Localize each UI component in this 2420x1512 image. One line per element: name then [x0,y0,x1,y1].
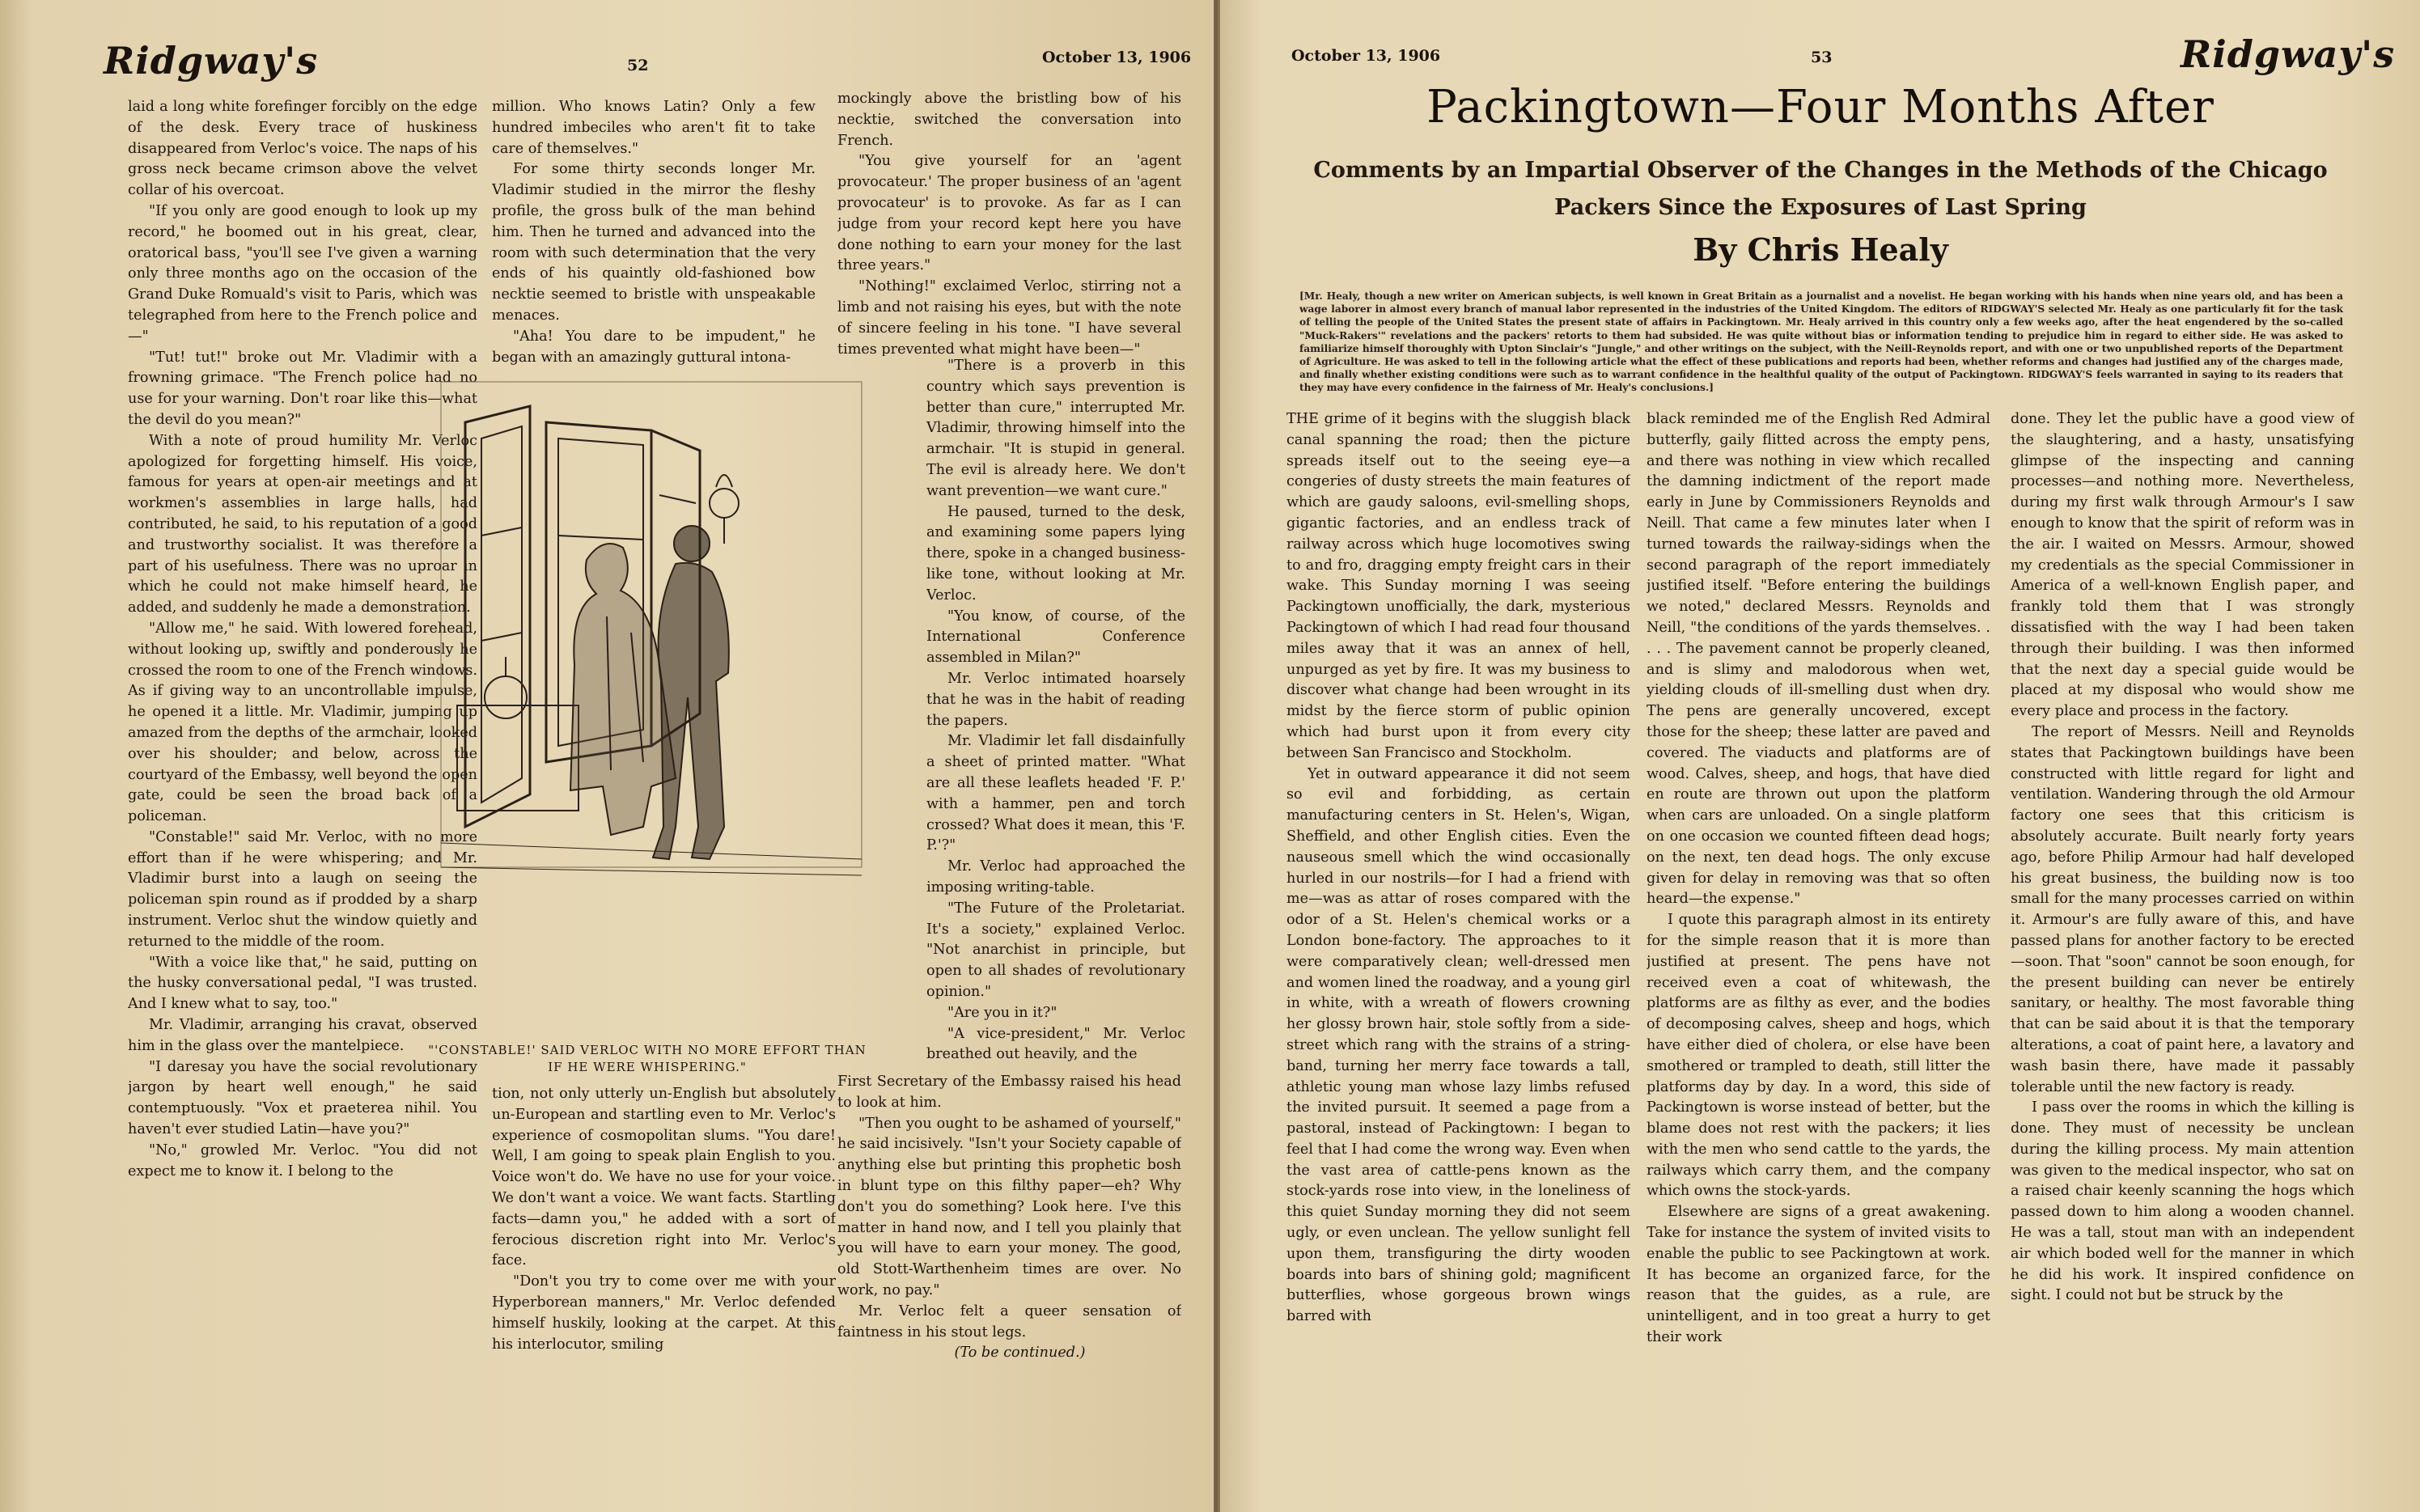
paragraph: Mr. Vladimir let fall disdainfully a sheet of printed matter. "What are all these leaflets headed 'F. P.' with a hammer, pen and torch crossed? What does it mean, this 'F. P.'?" [926,733,1185,854]
paragraph: Mr. Verloc intimated hoarsely that he was in the habit of reading the papers. [926,670,1185,729]
article-byline: By Chris Healy [1693,231,1948,268]
paragraph: "You give yourself for an 'agent provocateur.' The proper business of an 'agent provocateur' is to provoke. As far as I can judge from your record kept here you have done nothing to earn your money for the last three years." [837,153,1181,274]
paragraph: "Allow me," he said. With lowered forehead, without looking up, swiftly and ponderously he crossed the room to one of the French windows. As if giving way to an uncontrollable impulse, he opened it a little. Mr. Vladimir, jumping up amazed from the depths of the armchair, looked over his shoulder; and below, across the courtyard of the Embassy, well beyond the open gate, could be seen the broad back of a policeman. [128,620,477,825]
paragraph: "Don't you try to come over me with your Hyperborean manners," Mr. Verloc defended himself huskily, looking at the carpet. At this his interlocutor, smiling [492,1273,836,1353]
paragraph: I quote this paragraph almost in its entirety for the simple reason that it is more than justified at present. The pens have not received even a coat of whitewash, the platforms are as filthy as ever, and the bodies of decomposing calves, sheep and hogs, which have either died of cholera, or else have been smothered or trampled to death, still litter the platforms day by day. In a word, this side of Packingtown is worse instead of better, but the blame does not rest with the packers; it lies with the men who send cattle to the yards, the railways which carry them, and the company which owns the stock-yards. [1647,912,1990,1200]
subtitle-line-1: Comments by an Impartial Observer of the Changes in the Methods of the Chicago [1313,158,2328,183]
paragraph: "I daresay you have the social revolutionary jargon by heart well enough," he said contemptuously. "Vox et praeterea nihil. You haven't ever studied Latin—have you?" [128,1058,477,1138]
paragraph: I pass over the rooms in which the killing is done. They must of necessity be unclean during the killing process. My main attention was given to the medical inspector, who sat on a raised chair keenly scanning the hogs which passed down to him along a wooden channel. He was a tall, stout man with an independent air which boded well for the manner in which he did his work. It inspired confidence on sight. I could not but be struck by the [2011,1099,2354,1304]
story-column-3-top [837,89,1181,356]
right-masthead: Ridgway's [2181,32,2396,76]
to-be-continued: (To be continued.) [954,1345,1086,1362]
paragraph: "If you only are good enough to look up my record," he boomed out in his great, clear, oratorical bass, "you'll see I've given a warning only three months ago on the occasion of the Grand Duke Romuald's visit to Paris, which was telegraphed from here to the French police and—" [128,202,477,345]
paragraph: He paused, turned to the desk, and examining some papers lying there, spoke in a changed business-like tone, without looking at Mr. Verloc. [926,503,1185,604]
paragraph: Mr. Verloc felt a queer sensation of faintness in his stout legs. [837,1302,1181,1340]
paragraph: "Constable!" said Mr. Verloc, with no more effort than if he were whispering; and Mr. Vladimir burst into a laugh on seeing the policeman spin round as if prodded by a sharp instrument. Verloc shut the window quietly and returned to the middle of the room. [128,828,477,950]
paragraph: "With a voice like that," he said, putting on the husky conversational pedal, "I was trusted. And I knew what to say, too." [128,954,477,1013]
paragraph: mockingly above the bristling bow of his necktie, switched the conversation into French. [837,91,1181,149]
paragraph: "A vice-president," Mr. Verloc breathed out heavily, and the [926,1025,1185,1063]
subtitle-line-2: Packers Since the Exposures of Last Spring [1554,195,2087,220]
paragraph: With a note of proud humility Mr. Verloc apologized for forgetting himself. His voice, famous for years at open-air meetings and at workmen's assemblies in large halls, had contributed, he said, to his reputation of a good and trustworthy socialist. It was therefore a part of his usefulness. There was no uproar in which he could not make himself heard, he added, and suddenly he made a demonstration. [128,432,477,616]
paragraph: Mr. Verloc had approached the imposing writing-table. [926,858,1185,896]
paragraph: "Aha! You dare to be impudent," he began with an amazingly guttural intona- [492,328,816,366]
paragraph: Elsewhere are signs of a great awakening. Take for instance the system of invited visits to enable the public to see Packingtown at work. It has become an organized farce, for the reason that the guides, as a rule, are unintelligent, and in too great a hurry to get their work [1647,1204,1990,1346]
illustration-caption: "'CONSTABLE!' SAID VERLOC WITH NO MORE EFFORT THAN IF HE WERE WHISPERING." [428,1043,867,1074]
right-date: October 13, 1906 [1291,47,1441,65]
article-column-2 [1647,409,1990,1497]
paragraph: For some thirty seconds longer Mr. Vladimir studied in the mirror the fleshy profile, the gross bulk of the man behind him. Then he turned and advanced into the room with such determination that the very ends of his quaintly old-fashioned bow necktie seemed to bristle with unspeakable menaces. [492,161,816,324]
paragraph: THE grime of it begins with the sluggish black canal spanning the road; then the picture spreads itself out to the seeing eye—a congeries of dusty streets the main features of which are gaudy saloons, evil-smelling shops, gigantic factories, and an endless track of railway across which huge locomotives swing to and fro, dragging empty freight cars in their wake. This Sunday morning I was seeing Packingtown unofficially, the dark, mysterious Packingtown of which I had read four thousand miles away that it was an annex of hell, unpurged as yet by fire. It was my business to discover what change had been wrought in its midst by the fierce storm of public opinion which had burst upon it from every city between San Francisco and Stockholm. [1286,411,1630,761]
paragraph: "You know, of course, of the International Conference assembled in Milan?" [926,608,1185,667]
paragraph: "There is a proverb in this country which says prevention is better than cure," interrupted Mr. Vladimir, throwing himself into the armchair. "It is stupid in general. The evil is already here. We don't want prevention—we want cure." [926,358,1185,499]
story-column-3-middle [926,356,1185,1068]
paragraph: black reminded me of the English Red Admiral butterfly, gaily flitted across the empty pens, and there was nothing in view which recalled the damning indictment of the report made early in June by Commissioners Reynolds and Neill. That came a few minutes later when I turned towards the railway-sidings when the second paragraph of the report immediately justified itself. "Before entering the buildings we noted," declared Messrs. Reynolds and Neill, "the conditions of the yards themselves. . . . . The pavement cannot be properly cleaned, and is slimy and malodorous when wet, yielding clouds of ill-smelling dust when dry. The pens are generally uncovered, except those for the sheep; these latter are paved and covered. The viaducts and platforms are of wood. Calves, sheep, and hogs, that have died en route are thrown out upon the platform when cars are unloaded. On a single platform on one occasion we counted fifteen dead hogs; on the next, ten dead hogs. The only excuse given for delay in removing was that so often heard—the expense." [1647,411,1990,908]
paragraph: million. Who knows Latin? Only a few hundred imbeciles who aren't fit to take care of themselves." [492,99,816,157]
right-page-number: 53 [1811,49,1833,66]
article-title: Packingtown—Four Months After [1426,81,2214,133]
story-column-3-bottom [837,1072,1181,1476]
story-illustration [409,374,894,883]
article-column-3 [2011,409,2354,1497]
editor-note: [Mr. Healy, though a new writer on American subjects, is well known in Great Britain as a journalist and a novelist. He began working with his hands when nine years old, and has been a wage laborer in almost every branch of manual labor represented in the industries of the United Kingdom. The editors of RIDGWAY'S selected Mr. Healy as one particularly fit for the task of telling the people of the United States the present state of affairs in Packingtown. Mr. Healy arrived in this country only a few weeks ago, after the heat engendered by the so-called "Muck-Rakers'" revelations and the packers' retorts to them had subsided. He was quite without bias or information tending to prejudice him in regard to either side. He was asked to familiarize himself thoroughly with Upton Sinclair's "Jungle," and other writings on the subject, with the Neill-Reynolds report, and with one or two unpublished reports of the Department of Agriculture. He was asked to tell in the following article what the effect of these publications and reports had been, whether reforms and changes had justified any of the charges made, and finally whether existing conditions were such as to warrant confidence in the healthful quality of the output of Packingtown. RIDGWAY'S feels warranted in saying to its readers that they may have every confidence in the fairness of Mr. Healy's conclusions.] [1299,290,2343,394]
paragraph: The report of Messrs. Neill and Reynolds states that Packingtown buildings have been constructed with little regard for light and ventilation. Wandering through the old Armour factory one sees that this criticism is absolutely accurate. Built nearly forty years ago, before Philip Armour had half developed his great business, the building now is too small for the many processes carried on within it. Armour's are fully aware of this, and have passed plans for another factory to be erected—soon. That "soon" cannot be soon enough, for the present building can never be entirely sanitary, or healthy. The most favorable thing that can be said about it is that the temporary alterations, a coat of paint here, a lavatory and wash basin there, have made it passably tolerable until the new factory is ready. [2011,723,2354,1095]
paragraph: "Then you ought to be ashamed of yourself," he said incisively. "Isn't your Society capable of anything else but printing this prophetic bosh in blunt type on this filthy paper—eh? Why don't you do something? Look here. I've this matter in hand now, and I tell you plainly that you will have to earn your money. The good, old Stott-Warthenheim times are over. No work, no pay." [837,1115,1181,1298]
paragraph: "The Future of the Proletariat. It's a society," explained Verloc. "Not anarchist in principle, but open to all shades of revolutionary opinion." [926,900,1185,1000]
paragraph: "No," growled Mr. Verloc. "You did not expect me to know it. I belong to the [128,1141,477,1180]
article-subtitle [1295,152,2346,227]
article-column-1 [1286,409,1630,1497]
story-column-2-bottom [492,1084,836,1505]
paragraph: "Nothing!" exclaimed Verloc, stirring not a limb and not raising his eyes, but with the note of sincere feeling in his tone. "I have several times prevented what might have been—" [837,278,1181,356]
paragraph: First Secretary of the Embassy raised his head to look at him. [837,1074,1181,1111]
paragraph: "Tut! tut!" broke out Mr. Vladimir with a frowning grimace. "The French police had no use for your warning. Don't roar like this—what the devil do you mean?" [128,349,477,428]
paragraph: done. They let the public have a good view of the slaughtering, and a hasty, unsatisfying glimpse of the inspecting and canning processes—and nothing more. Nevertheless, during my first walk through Armour's I saw enough to know that the spirit of reform was in the air. I waited on Messrs. Armour, showed my credentials as the special Commissioner in America of a well-known English paper, and frankly told them that I was strongly dissatisfied with the way I had been taken through their building. I was then informed that the next day a special guide would be placed at my disposal who would show me every place and process in the factory. [2011,411,2354,720]
paragraph: laid a long white forefinger forcibly on the edge of the desk. Every trace of huskiness disappeared from Verloc's voice. The naps of his gross neck became crimson above the velvet collar of his overcoat. [128,99,477,199]
left-date: October 13, 1906 [1042,49,1192,66]
left-masthead: Ridgway's [104,39,319,83]
paragraph: Yet in outward appearance it did not seem so evil and forbidding, as certain manufacturing centers in St. Helen's, Wigan, Sheffield, and other English cities. Even the nauseous smell which the wind occasionally hurled in our nostrils—for I had a friend with me—was as attar of roses compared with the odor of a St. Helen's chemical works or a London bone-factory. The approaches to it were comparatively clean; well-dressed men and women lined the roadway, and a young girl in white, with a wreath of flowers crowning her glossy brown hair, stole softly from a side-street which rang with the strains of a string-band, turning her merry face towards a tall, athletic young man whose lazy limbs refused the invited pursuit. It seemed a page from a pastoral, instead of Packingtown: I began to feel that I had come the wrong way. Even when the vast area of cattle-pens known as the stock-yards rose into view, in the loneliness of this quiet Sunday morning they did not seem ugly, or even unclean. The yellow sunlight fell upon them, transfiguring the dirty wooden boards into bars of shining gold; magnificent butterflies, whose gorgeous brown wings barred with [1286,765,1630,1325]
story-column-2-top [492,97,816,368]
paragraph: Mr. Vladimir, arranging his cravat, observed him in the glass over the mantelpiece. [128,1017,477,1054]
left-page-number: 52 [627,57,649,74]
paragraph: tion, not only utterly un-English but absolutely un-European and startling even to Mr. Verloc's experience of cosmopolitan slums. "You dare! Well, I am going to speak plain English to you. Voice won't do. We have no use for your voice. We don't want a voice. We want facts. Startling facts—damn you," he added with a sort of ferocious discretion right into Mr. Verloc's face. [492,1086,836,1269]
paragraph: "Are you in it?" [947,1004,1057,1021]
